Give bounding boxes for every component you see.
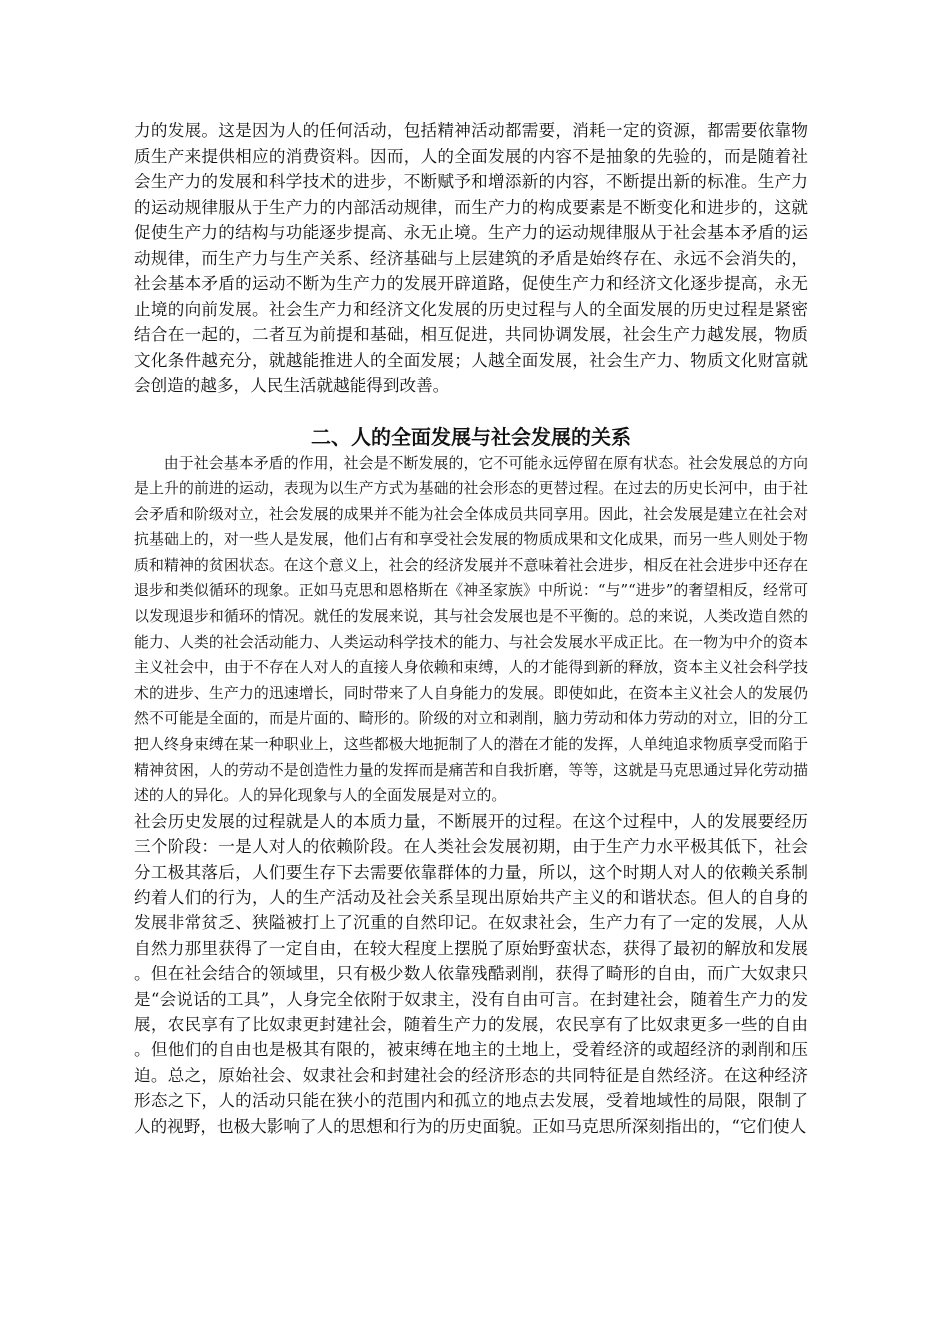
body-paragraph-1: 力的发展。这是因为人的任何活动，包括精神活动都需要，消耗一定的资源，都需要依靠物质生产来提供相应的消费资料。因而，人的全面发展的内容不是抽象的先验的，而是随着社会生产力的发展和科学技术的进步，不断赋予和增添新的内容，不断提出新的标准。生产力的运动规律服从于生产力的内部活动规律，而生产力的构成要素是不断变化和进步的，这就促使生产力的结构与功能逐步提高、永无止境。生产力的运动规律服从于社会基本矛盾的运动规律，而生产力与生产关系、经济基础与上层建筑的矛盾是始终存在、永远不会消失的，社会基本矛盾的运动不断为生产力的发展开辟道路，促使生产力和经济文化逐步提高，永无止境的向前发展。社会生产力和经济文化发展的历史过程与人的全面发展的历史过程是紧密结合在一起的，二者互为前提和基础，相互促进，共同协调发展，社会生产力越发展，物质文化条件越充分，就越能推进人的全面发展；人越全面发展，社会生产力、物质文化财富就会创造的越多，人民生活就越能得到改善。 xyxy=(134,121,808,395)
body-paragraph-3: 社会历史发展的过程就是人的本质力量，不断展开的过程。在这个过程中，人的发展要经历三个阶段：一是人对人的依赖阶段。在人类社会发展初期，由于生产力水平极其低下，社会分工极其落后，人们要生存下去需要依靠群体的力量，所以，这个时期人对人的依赖关系制约着人们的行为，人的生产活动及社会关系呈现出原始共产主义的和谐状态。但人的自身的发展非常贫乏、狭隘被打上了沉重的自然印记。在奴隶社会，生产力有了一定的发展，人从自然力那里获得了一定自由，在较大程度上摆脱了原始野蛮状态，获得了最初的解放和发展。但在社会结合的领域里，只有极少数人依靠残酷剥削，获得了畸形的自由，而广大奴隶只是“会说话的工具”，人身完全依附于奴隶主，没有自由可言。在封建社会，随着生产力的发展，农民享有了比奴隶更封建社会，随着生产力的发展，农民享有了比奴隶更多一些的自由。但他们的自由也是极其有限的，被束缚在地主的土地上，受着经济的或超经济的剥削和压迫。总之，原始社会、奴隶社会和封建社会的经济形态的共同特征是自然经济。在这种经济形态之下，人的活动只能在狭小的范围内和孤立的地点去发展，受着地域性的局限，限制了人的视野，也极大影响了人的思想和行为的历史面貌。正如马克思所深刻指出的，“它们使人 xyxy=(134,811,808,1136)
section-heading: 二、人的全面发展与社会发展的关系 xyxy=(311,424,631,449)
body-paragraph-2: 由于社会基本矛盾的作用，社会是不断发展的，它不可能永远停留在原有状态。社会发展总的方向是上升的前进的运动，表现为以生产方式为基础的社会形态的更替过程。在过去的历史长河中，由于社会矛盾和阶级对立，社会发展的成果并不能为社会全体成员共同享用。因此，社会发展是建立在社会对抗基础上的，对一些人是发展，他们占有和享受社会发展的物质成果和文化成果，而另一些人则处于物质和精神的贫困状态。在这个意义上，社会的经济发展并不意味着社会进步，相反在社会进步中还存在退步和类似循环的现象。正如马克思和恩格斯在《神圣家族》中所说：“与”“进步”的奢望相反，经常可以发现退步和循环的情况。就任的发展来说，其与社会发展也是不平衡的。总的来说，人类改造自然的能力、人类的社会活动能力、人类运动科学技术的能力、与社会发展水平成正比。在一物为中介的资本主义社会中，由于不存在人对人的直接人身依赖和束缚，人的才能得到新的释放，资本主义社会科学技术的进步、生产力的迅速增长，同时带来了人自身能力的发展。即使如此，在资本主义社会人的发展仍然不可能是全面的，而是片面的、畸形的。阶级的对立和剥削，脑力劳动和体力劳动的对立，旧的分工把人终身束缚在某一种职业上，这些都极大地扼制了人的潜在才能的发挥，人单纯追求物质享受而陷于精神贫困，人的劳动不是创造性力量的发挥而是痛苦和自我折磨，等等，这就是马克思通过异化劳动描述的人的异化。人的异化现象与人的全面发展是对立的。 xyxy=(134,453,808,805)
document-page xyxy=(134,118,808,1139)
